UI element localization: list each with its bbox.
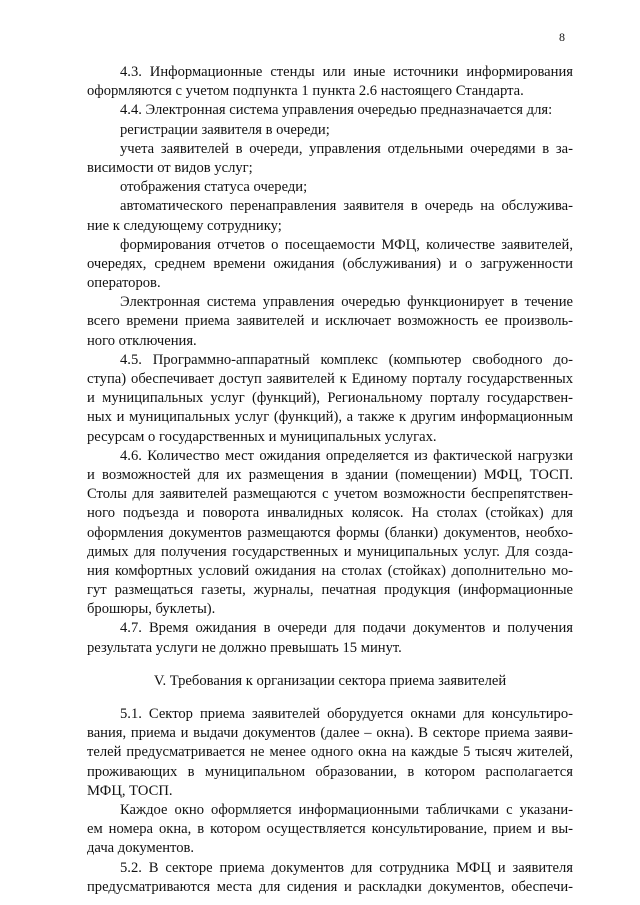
text-line: вания, приема и выдачи документов (далее – окна). В секторе приема заяви- bbox=[87, 725, 573, 742]
text-line: регистрации заявителя в очереди; bbox=[120, 121, 330, 138]
text-line: 5.1. Сектор приема заявителей оборудуется окнами для консультиро- bbox=[120, 706, 573, 722]
paragraph bbox=[87, 619, 573, 657]
paragraph bbox=[87, 236, 573, 294]
text-line: формирования отчетов о посещаемости МФЦ, количестве заявителей, bbox=[120, 236, 573, 253]
paragraph bbox=[87, 197, 573, 235]
text-line: ступа) обеспечивает доступ заявителей к Единому порталу государственных bbox=[87, 371, 573, 387]
text-line: предусматриваются места для сидения и раскладки документов, обеспечи- bbox=[87, 878, 573, 895]
text-line: 4.4. Электронная система управления очередью предназначается для: bbox=[120, 102, 553, 119]
text-line: висимости от видов услуг; bbox=[87, 159, 253, 176]
paragraph bbox=[87, 801, 573, 859]
text-line: оформления документов размещаются формы (бланки) документов, необхо- bbox=[87, 524, 573, 541]
text-line: и муниципальных услуг (функций), Региональному порталу государствен- bbox=[87, 390, 573, 407]
text-line: 5.2. В секторе приема документов для сотрудника МФЦ и заявителя bbox=[120, 859, 573, 876]
text-line: телей предусматривается не менее одного окна на каждые 5 тысяч жителей, bbox=[87, 744, 573, 761]
text-line: димых для получения государственных и муниципальных услуг. Для созда- bbox=[87, 543, 573, 560]
text-line: ем номера окна, в котором осуществляется консультирование, прием и вы- bbox=[87, 821, 573, 838]
text-line: ние к следующему сотруднику; bbox=[87, 217, 282, 234]
page-number: 8 bbox=[559, 30, 565, 44]
paragraph bbox=[87, 178, 573, 197]
section-heading: V. Требования к организации сектора приема заявителей bbox=[153, 672, 507, 689]
text-line: ресурсам о государственных и муниципальных услугах. bbox=[87, 428, 437, 445]
text-line: брошюры, буклеты). bbox=[87, 601, 216, 618]
text-line: операторов. bbox=[87, 275, 161, 292]
paragraph bbox=[87, 859, 573, 897]
text-line: ного подъезда и поворота инвалидных колясок. На столах (стойках) для bbox=[87, 505, 573, 522]
text-line: МФЦ, ТОСП. bbox=[87, 782, 173, 799]
paragraph bbox=[87, 63, 573, 101]
text-line: Столы для заявителей размещаются с учетом возможности беспрепятствен- bbox=[87, 486, 573, 503]
text-line: результата услуги не должно превышать 15 минут. bbox=[87, 639, 402, 656]
text-line: дача документов. bbox=[87, 840, 195, 857]
text-line: ния комфортных условий ожидания на столах (стойках) дополнительно мо- bbox=[87, 562, 573, 579]
paragraph bbox=[87, 705, 573, 801]
paragraph bbox=[87, 351, 573, 447]
text-line: 4.7. Время ожидания в очереди для подачи документов и получения bbox=[120, 620, 573, 637]
text-line: 4.3. Информационные стенды или иные источники информирования bbox=[120, 64, 573, 80]
text-line: учета заявителей в очереди, управления отдельными очередями в за- bbox=[120, 140, 573, 157]
text-line: всего времени приема заявителей и исключает возможность ее произволь- bbox=[87, 313, 573, 330]
paragraph bbox=[87, 140, 573, 178]
document-body bbox=[87, 63, 573, 897]
paragraph bbox=[87, 121, 573, 140]
text-line: 4.5. Программно-аппаратный комплекс (компьютер свободного до- bbox=[120, 351, 573, 368]
text-line: и возможностей для их размещения в здании (помещении) МФЦ, ТОСП. bbox=[87, 466, 573, 483]
text-line: Каждое окно оформляется информационными табличками с указани- bbox=[120, 801, 573, 818]
paragraph bbox=[87, 447, 573, 620]
text-line: гут размещаться газеты, журналы, печатная продукция (информационные bbox=[87, 582, 573, 599]
paragraph bbox=[87, 101, 573, 120]
text-line: ных и муниципальных услуг (функций), а также к другим информационным bbox=[87, 409, 573, 426]
text-line: 4.6. Количество мест ожидания определяется из фактической нагрузки bbox=[120, 447, 573, 464]
text-line: очередях, среднем времени ожидания (обслуживания) и о загруженности bbox=[87, 255, 573, 272]
text-line: оформляются с учетом подпункта 1 пункта 2.6 настоящего Стандарта. bbox=[87, 83, 524, 100]
paragraph bbox=[87, 293, 573, 351]
text-line: отображения статуса очереди; bbox=[120, 179, 308, 196]
text-line: ного отключения. bbox=[87, 332, 197, 349]
text-line: автоматического перенаправления заявителя в очередь на обслужива- bbox=[120, 198, 573, 215]
text-line: Электронная система управления очередью функционирует в течение bbox=[120, 294, 573, 311]
text-line: проживающих в муниципальном образовании, в котором располагается bbox=[87, 763, 573, 780]
